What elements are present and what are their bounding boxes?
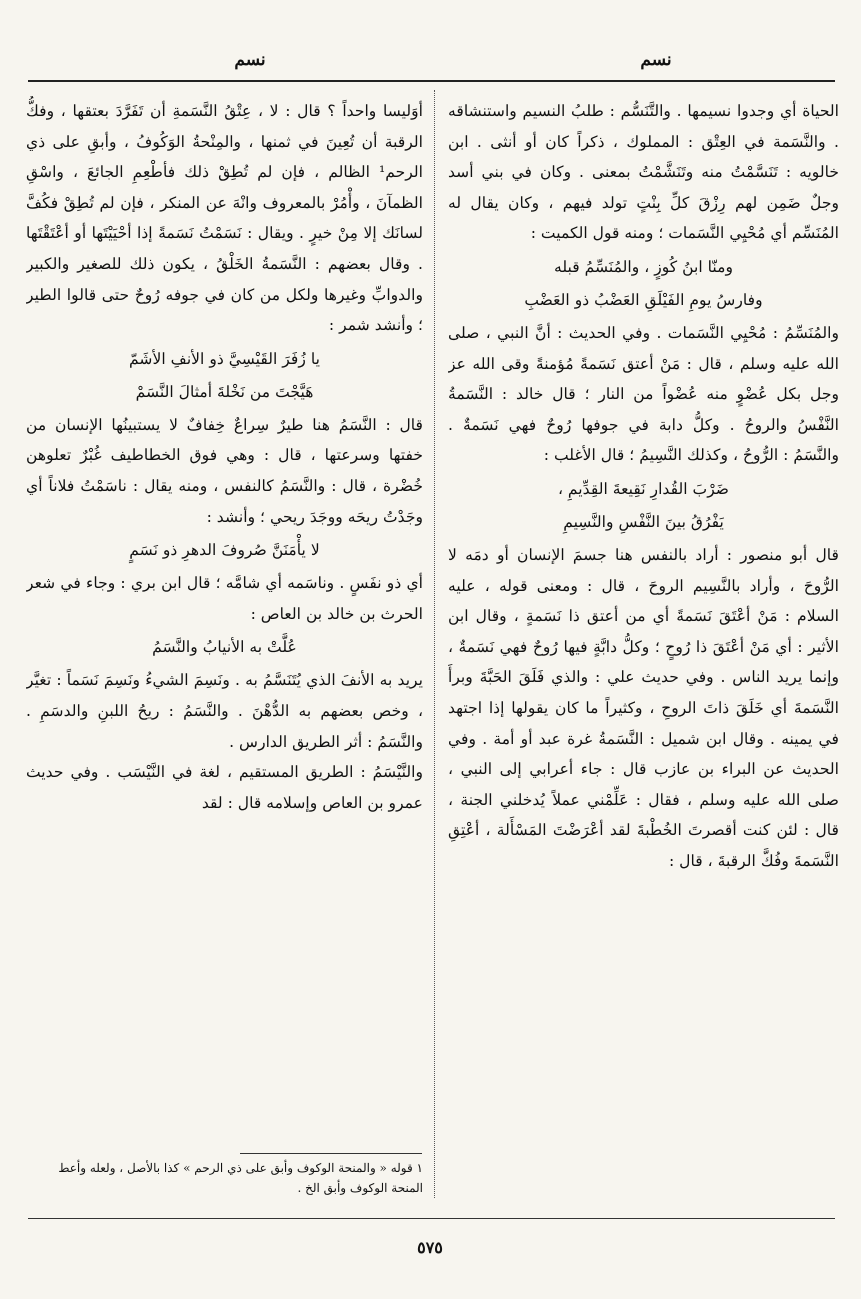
left-column (26, 96, 423, 1156)
page-number: ٥٧٥ (417, 1238, 443, 1257)
page-headword-right: نسم (640, 50, 672, 70)
paragraph: يريد به الأنفَ الذي يُتَنَسَّمُ به . ونَسِمَ الشيءُ ونَسِمَ نَسَماً : تغيَّر ، وخص بعضهم به الدُّهْنَ . والنَّسَمُ : ريحُ اللبنِ والدسَمِ . والنَّسَمُ : أثر الطريق الدارس . (26, 671, 423, 751)
right-column (448, 96, 839, 1214)
paragraph: أي ذو نفَسٍ . وناسَمه أي شامَّه ؛ قال ابن بري : وجاء في شعر الحرث بن خالد بن العاص : (26, 574, 423, 623)
paragraph: الحياة أي وجدوا نسيمها . والتَّنَسُّم : طلبُ النسيم واستنشاقه . والنَّسَمة في العِتْق : المملوك ، ذكراً كان أو أنثى . ابن خالويه : تَنَسَّمْتُ منه وتَنَشَّمْتُ بمعنى . وكان في بني أسد وجلٌ ضَمِن لهم رِزْقَ كلِّ بِنْتٍ تولد فيهم ، وكان يقال له المُنَسِّم أي مُحْيِي النَّسَمات ؛ ومنه قول الكميت : (448, 102, 839, 243)
paragraph: والمُنَسِّمُ : مُحْيِي النَّسَمات . وفي الحديث : أنَّ النبي ، صلى الله عليه وسلم ، قال : مَنْ أعتق نَسَمةً مُؤمنةً وقى الله عز وجل بكل عُضْوٍ منه عُضْواً من النار ؛ قال خالد : النَّسَمةُ النَّفْسُ والروحُ . وكلُّ دابة في جوفها رُوحٌ فهي نَسَمةٌ . والنَّسَمُ : الرُّوحُ ، وكذلك النَّسِيمُ ؛ قال الأغلب : (448, 323, 839, 465)
footnote: ١ قوله « والمنحة الوكوف وأبق على ذي الرحم » كذا بالأصل ، ولعله وأعط المنحة الوكوف وأبق الخ . (58, 1161, 423, 1195)
paragraph: قال : النَّسَمُ هنا طيرٌ سِراعٌ خِفافٌ لا يستبينُها الإنسان من خفتها وسرعتها ، قال : وهي فوق الخطاطيف غُبْرٌ تعلوهن خُضْرة ، قال : والنَّسَمُ كالنفس ، ومنه يقال : ناسَمْتُ فلاناً أي وجَدْتُ ريحَه ووجَدَ ريحي ؛ وأنشد : (26, 415, 423, 526)
paragraph: أوَليسا واحداً ؟ قال : لا ، عِتْقُ النَّسَمةِ أن تَفَرَّدَ بعتقها ، وفكُّ الرقبة أن تُعِينَ في ثمنها ، والمِنْحةُ الوَكُوفُ ، وأبقِ على ذي الرحم¹ الظالم ، فإن لم تُطِقْ ذلك فأطْعِمِ الجائعَ ، واسْقِ الظمآنَ ، وأْمُرْ بالمعروف وانْهَ عن المنكر ، فإن لم تُطِقْ فكُفَّ لسانَك إلا مِنْ خيرٍ . ويقال : نَسَمْتُ نَسَمةً إذا أحْيَيْتَها أو أعْتَقْتَها . وقال بعضهم : النَّسَمةُ الخَلْقُ ، يكون ذلك للصغير والكبير والدوابِّ وغيرها ولكل من كان في جوفه رُوحٌ حتى قالوا الطير ؛ وأنشد شمر : (26, 102, 423, 335)
verse-line: ومنّا ابنُ كُوزٍ ، والمُنَسِّمُ قبله (553, 257, 734, 276)
verse-line: ضَرْبَ القُدارِ نَقِيعةَ القِدِّيمِ ، (557, 479, 730, 498)
verse-line: يَفْرُقُ بينَ النَّفْسِ والنَّسِيمِ (563, 512, 724, 531)
verse-line: هَيَّجْتَ من نَخْلةَ أمثالَ النَّسَمْ (135, 382, 314, 401)
paragraph: والنَّيْسَمُ : الطريق المستقيم ، لغة في النَّيْسَب . وفي حديث عمرو بن العاص وإسلامه قال : لقد (26, 763, 423, 812)
footer-rule (28, 1218, 835, 1219)
page-headword-left: نسم (234, 50, 266, 70)
verse-line: لا يأْمَنَنَّ صُروفَ الدهرِ ذو نَسَمٍ (129, 541, 320, 560)
column-divider (434, 90, 435, 1198)
verse-line: يا زُفَرَ القَيْسِيَّ ذو الأنفِ الأشَمّ (129, 349, 320, 368)
header-rule (28, 80, 835, 82)
verse-line: وفارسُ يومِ الفَيْلَقِ العَضْبُ ذو العَضْبِ (524, 290, 763, 309)
paragraph: قال أبو منصور : أراد بالنفس هنا جسمَ الإنسان أو دمَه لا الرُّوحَ ، وأراد بالنَّسِيم الروحَ ، قال : ومعنى قوله ، عليه السلام : مَنْ أعْتَقَ نَسَمةً أي من أعتق ذا نَسَمةٍ ، وقال ابن الأثير : أي مَنْ أعْتَقَ ذا رُوحٍ ؛ وكلُّ دابَّةٍ فيها رُوحٌ فهي نَسَمةٌ ، وإنما يريد الناس . وفي حديث علي : والذي فَلَقَ الحَبَّةَ وبرأَ النَّسَمةَ أي خَلَقَ ذاتَ الروحِ ، وكثيراً ما كان يقولها إذا اجتهد في يمينه . وقال ابن شميل : النَّسَمةُ غرة عبد أو أمة . وفي الحديث عن البراء بن عازب قال : جاء أعرابي إلى النبي ، صلى الله عليه وسلم ، فقال : عَلِّمْني عملاً يُدخلني الجنة ، قال : لئن كنت أقصرتَ الخُطْبةَ لقد أعْرَضْتَ المَسْأَلة ، أعْتِقِ النَّسَمةَ وفُكَّ الرقبةَ ، قال : (448, 545, 839, 870)
footnote-rule (240, 1153, 422, 1154)
verse-line: عُلَّتْ به الأنيابُ والنَّسَمُ (152, 638, 297, 657)
